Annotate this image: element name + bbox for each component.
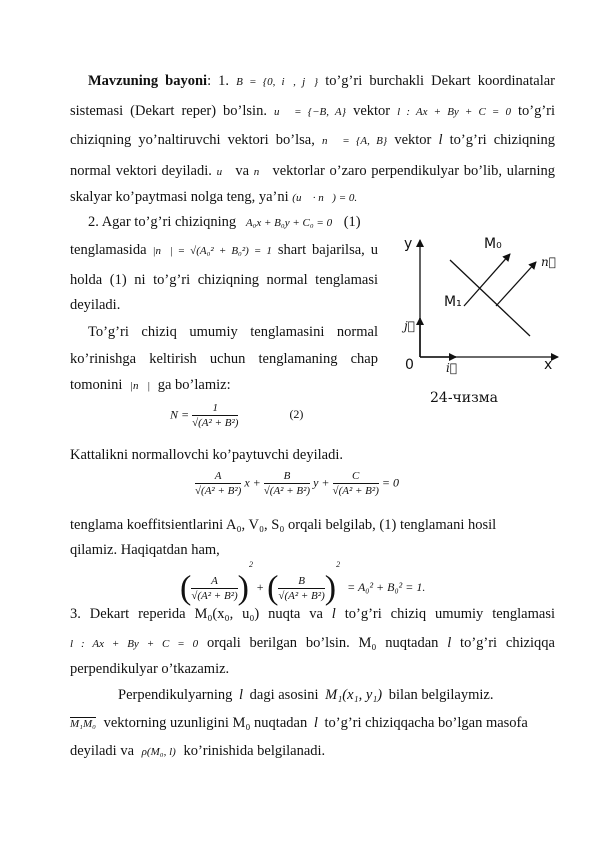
formula-line-l: l : Ax + By + C = 0 — [397, 106, 511, 118]
p5-line1: 3. Dekart reperida M₀(x₀, u₀) nuqta va l to’g’ri chiziq umumiy tenglamasi — [70, 606, 556, 622]
p2-line2: tenglamasida |n⃗| = √(A₀² + B₀²) = 1 shart bajarilsa, u — [70, 242, 379, 258]
p1-line3: chiziqning yo’naltiruvchi vektori bo’lsa, n⃗ = {A, B} vektor l to’g’ri chiziqning — [70, 132, 556, 148]
p3-line3: tomonini |n⃗| ga bo’lamiz: — [70, 377, 231, 393]
y-axis-label: y — [404, 236, 413, 252]
formula-u-vector: u⃗ = {−B, A} — [273, 106, 347, 118]
p3-line2: ko’rinishga keltirish uchun tenglamaning chap — [70, 351, 378, 367]
formula-n-vector: n⃗ = {A, B} — [321, 135, 388, 147]
formula-dot-product: (u⃗ · n⃗) = 0. — [292, 192, 358, 204]
p2-line4: deyiladi. — [70, 297, 121, 313]
p5-line3: perpendikulyar o’tkazamiz. — [70, 661, 230, 677]
m0-label: M₀ — [484, 236, 502, 252]
p1-line4: normal vektori deyiladi. u⃗ va n⃗ vektorlar o’zaro perpendikulyar bo’lib, ularning — [70, 163, 556, 179]
line-l — [450, 260, 530, 336]
formula-abs-n: |n⃗| — [130, 380, 151, 392]
p3-line1: To’g’ri chiziq umumiy tenglamasini normal — [88, 324, 378, 340]
m1-label: M₁ — [444, 294, 462, 310]
formula-line-l-2: l : Ax + By + C = 0 — [70, 638, 199, 650]
j-label: j⃗ — [404, 319, 415, 333]
origin-label: 0 — [405, 357, 414, 373]
x-axis-label: x — [544, 357, 553, 373]
p1-line5: skalyar ko’paytmasi nolga teng, ya’ni (u⃗ · n⃗) = 0. — [70, 189, 358, 205]
p1-line2: sistemasi (Dekart reper) bo’lsin. u⃗ = {−B, A} vektor l : Ax + By + C = 0 to’g’ri — [70, 103, 556, 119]
normal-vector-n — [496, 262, 536, 306]
eq2-fraction: $\frac{1}{\text{√(A² + B²)}}$ — [192, 402, 239, 429]
p4-line1: tenglama koeffitsientlarini A₀, V₀, S₀ orqali belgilab, (1) tenglamani hosil — [70, 517, 497, 533]
equation-2: N = $\frac{1}{\text{√(A² + B²)}}$ (2) — [170, 402, 304, 429]
formula-norm-condition: |n⃗| = √(A₀² + B₀²) = 1 — [152, 245, 272, 257]
p2-line3: holda (1) ni to’g’ri chiziqning normal tenglamasi — [70, 272, 378, 288]
formula-basis: B = {0, i⃗, j⃗} — [236, 76, 319, 88]
p1-line1: Mavzuning bayoni: 1. B = {0, i⃗, j⃗} to’g’ri burchakli Dekart koordinatalar — [88, 73, 555, 89]
p5-line5: M₁M₀ vektorning uzunligini M₀ nuqtadan l to’g’ri chiziqqacha bo’lgan masofa — [70, 715, 528, 731]
formula-distance: ρ(M₀, l) — [141, 746, 176, 758]
n-label: n⃗ — [541, 255, 556, 269]
vector-m1m0: M₁M₀ — [70, 718, 96, 730]
eq2-number: (2) — [289, 407, 304, 422]
section-heading: Mavzuning bayoni — [88, 73, 208, 89]
p5-line4: Perpendikulyarning l dagi asosini M₁(x₁, y₁) bilan belgilaymiz. — [118, 687, 494, 703]
equation-identity: ( $\frac{A}{\text{√(A² + B²)}}$ )$^2$ + ( $\frac{B}{\text{√(A² + B²)}}$ )$^2$ = A₀² + B₀² = 1. — [180, 560, 426, 607]
equation-normal-form: $\frac{A}{\text{√(A² + B²)}}$ x + $\frac{B}{\text{√(A² + B²)}}$ y + $\frac{C}{\text{√(A² + B²)}}$ = 0 — [195, 470, 399, 497]
i-label: i⃗ — [446, 361, 458, 375]
p3-line4: Kattalikni normallovchi ko’paytuvchi deyiladi. — [70, 447, 344, 463]
figure-caption: 24-чизма — [430, 390, 499, 406]
figure-24 — [398, 222, 573, 407]
p4-line2: qilamiz. Haqiqatdan ham, — [70, 542, 220, 558]
p2-line1: 2. Agar to’g’ri chiziqning A₀x + B₀y + C₀ = 0 (1) — [88, 214, 361, 230]
p5-line6: deyiladi va ρ(M₀, l) ko’rinishida belgilanadi. — [70, 743, 326, 759]
formula-normal-eq: A₀x + B₀y + C₀ = 0 — [245, 217, 333, 229]
p5-line2: l : Ax + By + C = 0 orqali berilgan bo’lsin. M₀ nuqtadan l to’g’ri chiziqqa — [70, 635, 555, 651]
